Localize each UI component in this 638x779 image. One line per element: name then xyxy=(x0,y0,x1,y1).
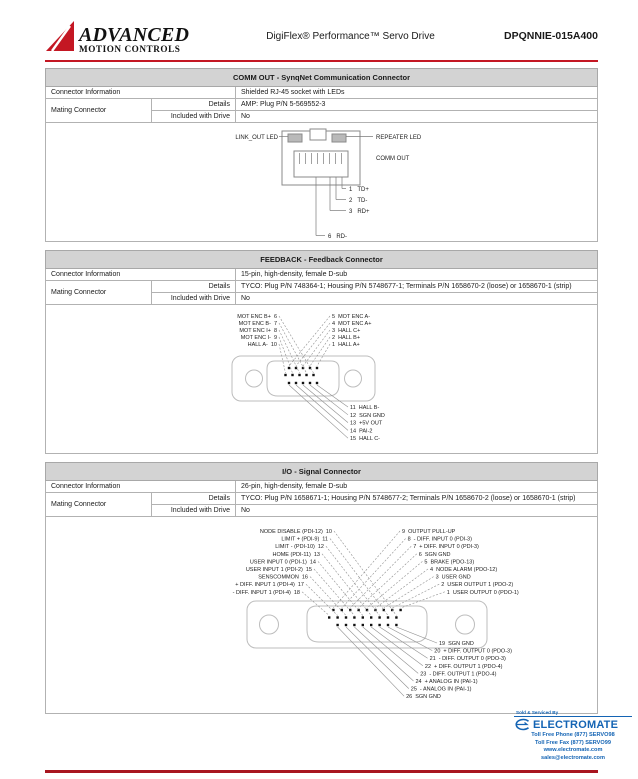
comm-out-table xyxy=(45,68,598,242)
dsub15-pins xyxy=(284,367,318,384)
details-value: TYCO: Plug P/N 748364-1; Housing P/N 5748677-1; Terminals P/N 1658670-2 (loose) or 1658670-1 (strip) xyxy=(236,281,598,293)
dsub15-leader-lines xyxy=(279,316,330,373)
section-title-comm-out: COMM OUT - SynqNet Communication Connector xyxy=(46,69,598,87)
pin-label: LIMIT - (PDI-10) 12 xyxy=(274,544,324,551)
pin-label: 22 + DIFF. OUTPUT 1 (PDO-4) xyxy=(424,663,503,670)
io-diagram-cell xyxy=(46,517,598,714)
pin-label: 14 PAI-2 xyxy=(349,428,372,435)
pin-label: 1 HALL A+ xyxy=(331,342,360,348)
pin-label: 5 BRAKE (PDO-13) xyxy=(423,559,474,566)
section-title-io: I/O - Signal Connector xyxy=(46,463,598,481)
dsub15-bottom-lines xyxy=(289,385,348,438)
details-label: Details xyxy=(152,493,236,505)
details-label: Details xyxy=(152,281,236,293)
pin-label: 5 MOT ENC A- xyxy=(331,314,370,320)
table-row xyxy=(46,99,598,111)
header-rule xyxy=(45,60,598,62)
page-header xyxy=(45,0,598,57)
table-row xyxy=(46,281,598,293)
electromate-brand-row xyxy=(514,716,632,731)
pin-label: 19 SGN GND xyxy=(438,641,474,647)
pin-label: 25 - ANALOG IN (PAI-1) xyxy=(410,686,471,693)
sold-by-label: Sold & Serviced By xyxy=(516,710,559,715)
pin-label: USER INPUT 0 (PDI-1) 14 xyxy=(249,559,316,566)
dsub26-pins xyxy=(328,609,402,626)
section-title-feedback: FEEDBACK - Feedback Connector xyxy=(46,251,598,269)
pin-label: + DIFF. INPUT 1 (PDI-4) 17 xyxy=(234,582,304,589)
pin-label: 8 - DIFF. INPUT 0 (PDI-3) xyxy=(407,536,472,543)
rj45-connector-diagram xyxy=(152,127,492,239)
electromate-brand: ELECTROMATE xyxy=(533,718,619,731)
pin-label: 15 HALL C- xyxy=(349,436,380,443)
repeater-led-label: REPEATER LED xyxy=(375,135,421,141)
logo-line1: ADVANCED xyxy=(79,24,190,46)
feedback-diagram-cell xyxy=(46,305,598,454)
connector-information-label: Connector Information xyxy=(46,269,236,281)
pin-label: 21 - DIFF. OUTPUT 0 (PDO-3) xyxy=(429,656,506,663)
amc-logo xyxy=(45,18,223,54)
pin-label: HALL A- 10 xyxy=(247,342,277,348)
table-row xyxy=(46,87,598,99)
electromate-stamp xyxy=(514,710,632,762)
pin-label: 1 TD+ xyxy=(348,187,369,193)
pin-label: 20 + DIFF. OUTPUT 0 (PDO-3) xyxy=(433,648,512,655)
comm-out-connector-label: COMM OUT xyxy=(375,156,409,162)
details-value: TYCO: Plug P/N 1658671-1; Housing P/N 5748677-2; Terminals P/N 1658670-2 (loose) or 1658670-1 (strip) xyxy=(236,493,598,505)
model-number: DPQNNIE-015A400 xyxy=(504,30,598,42)
io-table xyxy=(45,462,598,714)
mating-connector-label: Mating Connector xyxy=(46,493,152,517)
footer-rule xyxy=(45,770,598,773)
details-value: AMP: Plug P/N 5-569552-3 xyxy=(236,99,598,111)
pin-label: 23 - DIFF. OUTPUT 1 (PDO-4) xyxy=(419,671,496,678)
pin-label: 13 +5V OUT xyxy=(349,420,382,427)
pin-label: 4 MOT ENC A+ xyxy=(331,321,371,327)
pin-label: USER INPUT 1 (PDI-2) 15 xyxy=(245,567,312,573)
pin-label: 7 + DIFF. INPUT 0 (PDI-3) xyxy=(412,544,479,551)
included-with-drive-value: No xyxy=(236,293,598,305)
stamp-web: www.electromate.com xyxy=(543,747,603,754)
included-with-drive-value: No xyxy=(236,505,598,517)
connector-information-label: Connector Information xyxy=(46,481,236,493)
electromate-swirl-icon xyxy=(514,718,531,731)
pin-label: MOT ENC I- 9 xyxy=(240,335,277,341)
included-with-drive-value: No xyxy=(236,111,598,123)
pin-label: - DIFF. INPUT 1 (PDI-4) 18 xyxy=(232,589,300,596)
connector-information-value: Shielded RJ-45 socket with LEDs xyxy=(236,87,598,99)
pin-label: 1 USER OUTPUT 0 (PDO-1) xyxy=(446,589,519,596)
connector-information-label: Connector Information xyxy=(46,87,236,99)
pin-label: 2 USER OUTPUT 1 (PDO-2) xyxy=(440,582,513,589)
included-with-drive-label: Included with Drive xyxy=(152,293,236,305)
table-row xyxy=(46,493,598,505)
included-with-drive-label: Included with Drive xyxy=(152,505,236,517)
feedback-table xyxy=(45,250,598,454)
pin-label: 2 HALL B+ xyxy=(331,335,360,341)
comm-out-diagram-cell xyxy=(46,123,598,242)
connector-information-value: 15-pin, high-density, female D-sub xyxy=(236,269,598,281)
pin-label: 11 HALL B- xyxy=(349,405,379,411)
pin-label: 6 RD- xyxy=(327,234,347,239)
dsub15-connector-diagram xyxy=(197,309,447,449)
table-row xyxy=(46,269,598,281)
amc-logo-triangle-icon xyxy=(45,18,77,54)
pin-label: 3 RD+ xyxy=(348,209,370,215)
page-content xyxy=(45,0,598,714)
product-title: DigiFlex® Performance™ Servo Drive xyxy=(266,30,435,42)
pin-label: MOT ENC B- 7 xyxy=(238,321,277,327)
pin-label: 4 NODE ALARM (PDO-12) xyxy=(429,567,497,573)
pin-label: 26 SGN GND xyxy=(405,694,441,701)
link-out-led-label: LINK_OUT LED xyxy=(234,135,278,141)
logo-line2: MOTION CONTROLS xyxy=(79,44,181,54)
pin-label: 3 HALL C+ xyxy=(331,328,360,334)
dsub15-shell xyxy=(232,356,375,401)
included-with-drive-label: Included with Drive xyxy=(152,111,236,123)
pin-label: SENSCOMMON 16 xyxy=(257,574,308,581)
stamp-email: sales@electromate.com xyxy=(541,754,605,761)
pin-label: 6 SGN GND xyxy=(418,551,451,558)
table-row xyxy=(46,481,598,493)
dsub26-connector-diagram xyxy=(87,525,557,705)
rj45-socket xyxy=(282,129,360,185)
pin-label: 3 USER GND xyxy=(435,574,471,581)
pin-label: 24 + ANALOG IN (PAI-1) xyxy=(415,679,478,685)
pin-label: 12 SGN GND xyxy=(349,412,385,419)
pin-label: MOT ENC B+ 6 xyxy=(236,314,277,320)
mating-connector-label: Mating Connector xyxy=(46,281,152,305)
pin-label: 9 OUTPUT PULL-UP xyxy=(401,529,455,535)
electromate-contact xyxy=(514,732,632,762)
pin-label: LIMIT + (PDI-9) 11 xyxy=(280,536,328,543)
pin-label: 2 TD- xyxy=(348,198,367,204)
pin-label: MOT ENC I+ 8 xyxy=(238,328,277,334)
connector-information-value: 26-pin, high-density, female D-sub xyxy=(236,481,598,493)
stamp-fax: Toll Free Fax (877) SERVO99 xyxy=(535,739,611,746)
mating-connector-label: Mating Connector xyxy=(46,99,152,123)
pin-label: NODE DISABLE (PDI-12) 10 xyxy=(259,529,332,535)
stamp-phone: Toll Free Phone (877) SERVO98 xyxy=(531,732,615,738)
amc-logo-text xyxy=(79,24,190,54)
details-label: Details xyxy=(152,99,236,111)
pin-label: HOME (PDI-11) 13 xyxy=(271,551,320,558)
